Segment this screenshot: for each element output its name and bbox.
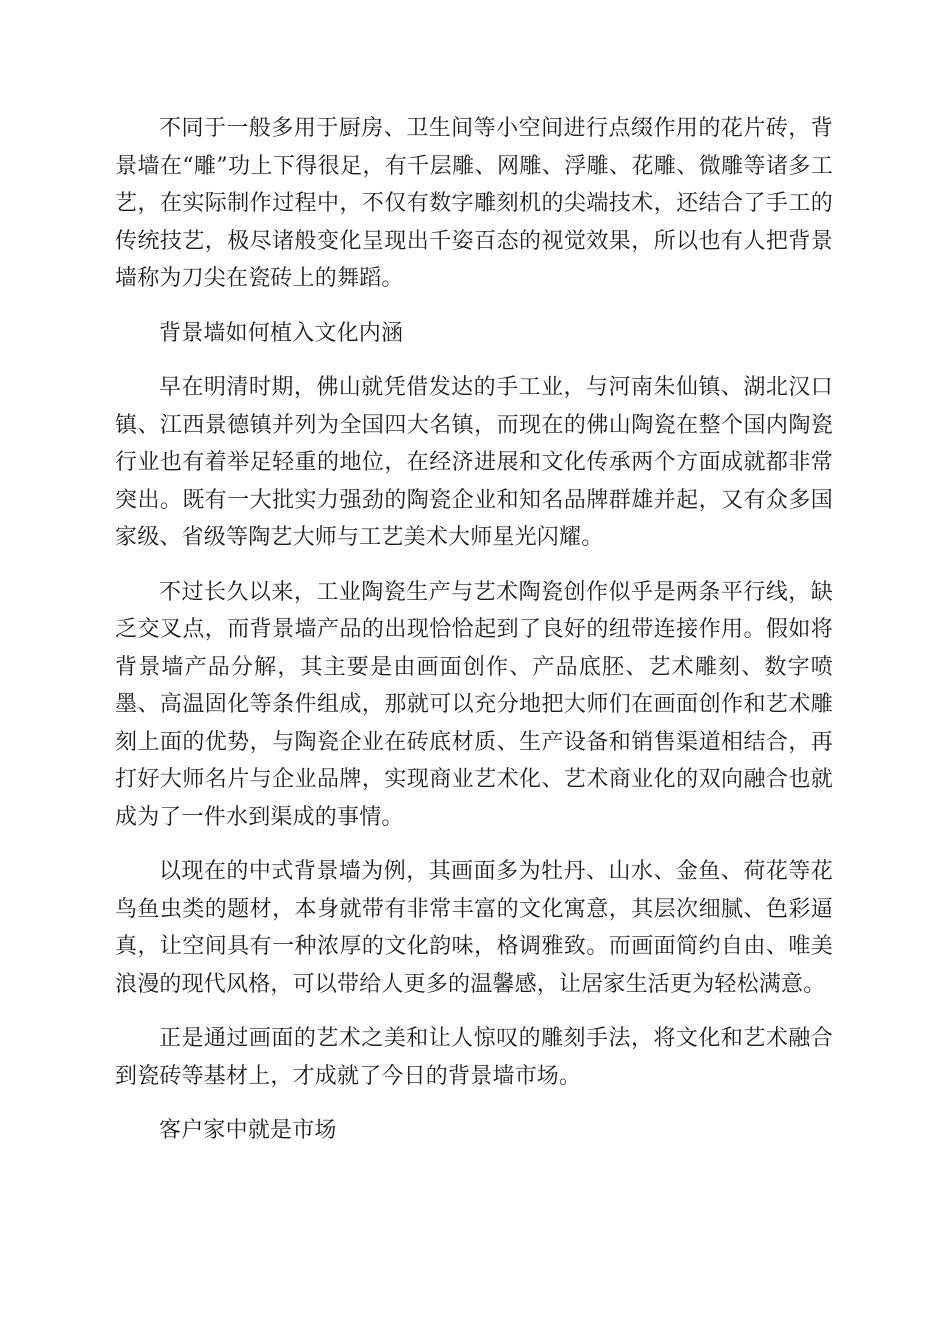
section-heading-cultural-connotation: 背景墙如何植入文化内涵 — [159, 320, 404, 346]
paragraph-foshan-history: 早在明清时期，佛山就凭借发达的手工业，与河南朱仙镇、湖北汉口镇、江西景德镇并列为全国四大名镇，而现在的佛山陶瓷在整个国内陶瓷行业也有着举足轻重的地位，在经济进展和文化传承两个方面成就都非常突出。既有一大批实力强劲的陶瓷企业和知名品牌群雄并起，又有众多国家级、省级等陶艺大师与工艺美术大师星光闪耀。 — [115, 375, 833, 550]
paragraph-market-conclusion: 正是通过画面的艺术之美和让人惊叹的雕刻手法，将文化和艺术融合到瓷砖等基材上，才成就了今日的背景墙市场。 — [115, 1026, 833, 1089]
section-heading-customer-market: 客户家中就是市场 — [159, 1118, 337, 1143]
document-body — [115, 110, 833, 1167]
paragraph-chinese-style-example: 以现在的中式背景墙为例，其画面多为牡丹、山水、金鱼、荷花等花鸟鱼虫类的题材，本身就带有非常丰富的文化寓意，其层次细腻、色彩逼真，让空间具有一种浓厚的文化韵味，格调雅致。而画面简约自由、唯美浪漫的现代风格，可以带给人更多的温馨感，让居家生活更为轻松满意。 — [115, 859, 833, 997]
paragraph-carving-craft: 不同于一般多用于厨房、卫生间等小空间进行点缀作用的花片砖，背景墙在“雕”功上下得很足，有千层雕、网雕、浮雕、花雕、微雕等诸多工艺，在实际制作过程中，不仅有数字雕刻机的尖端技术，还结合了手工的传统技艺，极尽诸般变化呈现出千姿百态的视觉效果，所以也有人把背景墙称为刀尖在瓷砖上的舞蹈。 — [115, 116, 833, 291]
paragraph-industry-art-fusion: 不过长久以来，工业陶瓷生产与艺术陶瓷创作似乎是两条平行线，缺乏交叉点，而背景墙产品的出现恰恰起到了良好的纽带连接作用。假如将背景墙产品分解，其主要是由画面创作、产品底胚、艺术雕刻、数字喷墨、高温固化等条件组成，那就可以充分地把大师们在画面创作和艺术雕刻上面的优势，与陶瓷企业在砖底材质、生产设备和销售渠道相结合，再打好大师名片与企业品牌，实现商业艺术化、艺术商业化的双向融合也就成为了一件水到渠成的事情。 — [115, 579, 833, 830]
